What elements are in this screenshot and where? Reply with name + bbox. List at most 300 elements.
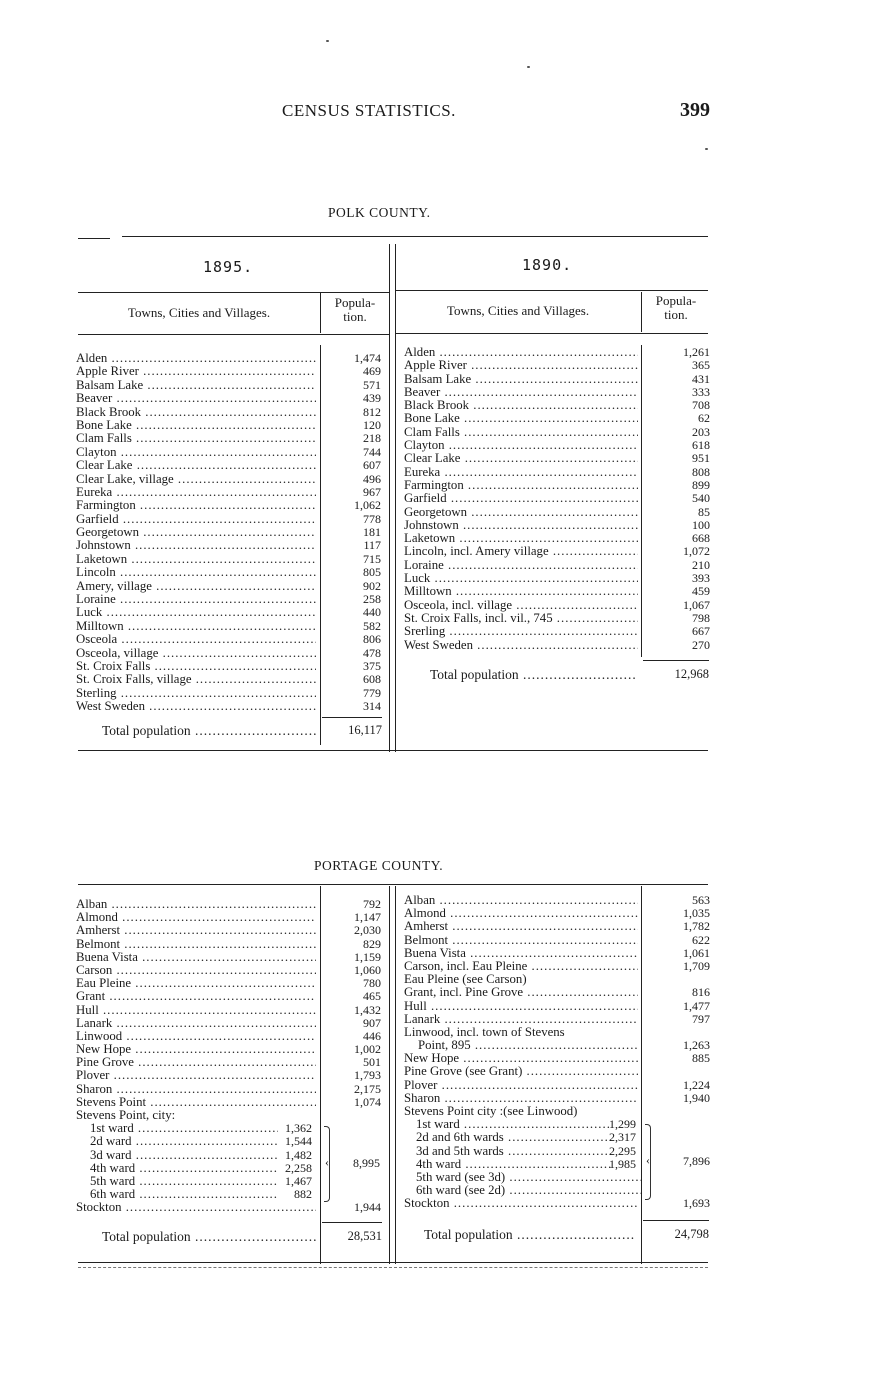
population-value: 778 bbox=[363, 511, 381, 526]
population-value: 1,693 bbox=[683, 1196, 710, 1211]
population-value: 465 bbox=[363, 989, 381, 1004]
speck bbox=[705, 148, 708, 150]
town-name: Almond ..... bbox=[404, 907, 638, 920]
town-name: Eureka ..... bbox=[76, 486, 316, 499]
town-name: Johnstown ..... bbox=[404, 519, 638, 532]
population-value: 496 bbox=[363, 471, 381, 486]
table-row bbox=[404, 373, 710, 386]
table-row bbox=[404, 1039, 710, 1052]
polk-1895-total-value: 16,117 bbox=[348, 723, 382, 737]
population-value: 967 bbox=[363, 484, 381, 499]
table-row bbox=[404, 1079, 710, 1092]
table-row bbox=[76, 352, 386, 365]
town-name: Black Brook ..... bbox=[76, 406, 316, 419]
table-row bbox=[404, 612, 710, 625]
population-value: 829 bbox=[363, 936, 381, 951]
table-row bbox=[76, 633, 386, 646]
table-row bbox=[76, 566, 386, 579]
portage-1895-total-value: 28,531 bbox=[347, 1229, 382, 1243]
table-row bbox=[404, 492, 710, 505]
population-value: 798 bbox=[692, 610, 710, 625]
table-row bbox=[76, 526, 386, 539]
population-value: 446 bbox=[363, 1028, 381, 1043]
town-name: Plover ..... bbox=[76, 1069, 316, 1082]
town-name: Clear Lake ..... bbox=[76, 459, 316, 472]
population-value: 708 bbox=[692, 398, 710, 413]
table-row bbox=[404, 572, 710, 585]
table-row bbox=[76, 898, 386, 911]
ward-row bbox=[76, 1175, 386, 1188]
rule bbox=[395, 290, 708, 291]
table-row bbox=[76, 1043, 386, 1056]
ward-name: 1st ward ..... bbox=[90, 1122, 278, 1135]
town-name: Srerling ..... bbox=[404, 625, 638, 638]
town-name: Lincoln ..... bbox=[76, 566, 316, 579]
town-name: Garfield ..... bbox=[76, 513, 316, 526]
table-row bbox=[404, 1065, 710, 1078]
population-value: 270 bbox=[692, 637, 710, 652]
ward-population: 2,317 bbox=[609, 1130, 636, 1145]
column-divider bbox=[395, 886, 396, 1264]
population-value: 618 bbox=[692, 438, 710, 453]
town-name: Almond ..... bbox=[76, 911, 316, 924]
table-row bbox=[404, 506, 710, 519]
table-row bbox=[404, 1092, 710, 1105]
town-name: Clam Falls ..... bbox=[404, 426, 638, 439]
rule bbox=[78, 1262, 708, 1263]
population-value: 622 bbox=[692, 932, 710, 947]
table-row bbox=[76, 486, 386, 499]
ward-name: 2d and 6th wards ..... bbox=[416, 1131, 612, 1144]
population-value: 2,175 bbox=[354, 1081, 381, 1096]
table-row bbox=[76, 392, 386, 405]
population-value: 899 bbox=[692, 477, 710, 492]
ward-population: 1,362 bbox=[285, 1121, 312, 1136]
running-title: CENSUS STATISTICS. bbox=[282, 101, 456, 120]
town-name: Pine Grove ..... bbox=[76, 1056, 316, 1069]
table-row bbox=[404, 973, 710, 986]
total-rule bbox=[643, 1220, 709, 1221]
population-value: 100 bbox=[692, 517, 710, 532]
population-value: 792 bbox=[363, 897, 381, 911]
table-row bbox=[404, 1026, 710, 1039]
table-row bbox=[76, 365, 386, 378]
table-row bbox=[404, 532, 710, 545]
rule bbox=[78, 292, 389, 293]
table-row bbox=[76, 606, 386, 619]
town-name: Eureka ..... bbox=[404, 466, 638, 479]
ward-population: 1,544 bbox=[285, 1134, 312, 1149]
population-value: 812 bbox=[363, 404, 381, 419]
ward-name: 4th ward ..... bbox=[90, 1162, 278, 1175]
total-rule bbox=[322, 1222, 382, 1223]
population-value: 805 bbox=[363, 565, 381, 580]
town-name: Carson, incl. Eau Pleine ..... bbox=[404, 960, 638, 973]
town-name: Balsam Lake ..... bbox=[76, 379, 316, 392]
table-row bbox=[76, 951, 386, 964]
ward-population: 1,467 bbox=[285, 1173, 312, 1188]
ward-row bbox=[404, 1184, 710, 1197]
rule bbox=[78, 1267, 708, 1268]
table-row bbox=[404, 625, 710, 638]
table-row bbox=[76, 660, 386, 673]
polk-1895-table bbox=[76, 352, 386, 714]
ward-population: 1,482 bbox=[285, 1147, 312, 1162]
table-row bbox=[76, 473, 386, 486]
table-row bbox=[404, 545, 710, 558]
table-row bbox=[404, 986, 710, 999]
town-name: Apple River ..... bbox=[404, 359, 638, 372]
table-row bbox=[404, 1013, 710, 1026]
ward-name: 6th ward (see 2d) ..... bbox=[416, 1184, 644, 1197]
ward-row bbox=[404, 1131, 710, 1144]
ward-name: 2d ward ..... bbox=[90, 1135, 278, 1148]
column-header-population-1895: Popula- tion. bbox=[334, 295, 376, 324]
ward-population: 1,299 bbox=[609, 1117, 636, 1132]
page-number: 399 bbox=[680, 99, 710, 121]
table-row bbox=[404, 585, 710, 598]
polk-1895-total-label: Total population ..... bbox=[102, 723, 316, 739]
speck bbox=[527, 66, 530, 68]
town-name: Georgetown ..... bbox=[404, 506, 638, 519]
population-value: 1,224 bbox=[683, 1077, 710, 1092]
town-name: Buena Vista ..... bbox=[404, 947, 638, 960]
ward-name: 5th ward ..... bbox=[90, 1175, 278, 1188]
table-row bbox=[76, 647, 386, 660]
table-row bbox=[76, 432, 386, 445]
ward-name: 3d and 5th wards ..... bbox=[416, 1145, 612, 1158]
population-value: 668 bbox=[692, 531, 710, 546]
polk-1890-total-label: Total population ..... bbox=[430, 667, 636, 683]
town-name: Alban ..... bbox=[404, 894, 638, 907]
table-row bbox=[404, 907, 710, 920]
population-value: 1,062 bbox=[354, 498, 381, 513]
town-name: Sharon ..... bbox=[76, 1083, 316, 1096]
speck bbox=[326, 40, 329, 42]
table-row bbox=[404, 599, 710, 612]
population-value: 608 bbox=[363, 672, 381, 687]
table-row bbox=[76, 990, 386, 1003]
column-header-population-1890: Popula- tion. bbox=[655, 293, 697, 322]
population-value: 62 bbox=[698, 411, 710, 426]
table-row bbox=[76, 539, 386, 552]
table-row bbox=[404, 894, 710, 907]
town-name: Grant ..... bbox=[76, 990, 316, 1003]
town-name: Osceola ..... bbox=[76, 633, 316, 646]
town-name: Osceola, incl. village ..... bbox=[404, 599, 638, 612]
ward-name: 4th ward ..... bbox=[416, 1158, 612, 1171]
town-name: Bone Lake ..... bbox=[404, 412, 638, 425]
population-value: 902 bbox=[363, 578, 381, 593]
rule bbox=[78, 334, 389, 335]
population-value: 951 bbox=[692, 451, 710, 466]
ward-population: 2,295 bbox=[609, 1143, 636, 1158]
table-row bbox=[404, 960, 710, 973]
town-name: Belmont ..... bbox=[76, 938, 316, 951]
population-value: 667 bbox=[692, 624, 710, 639]
table-row bbox=[76, 964, 386, 977]
town-name: Beaver ..... bbox=[404, 386, 638, 399]
town-name: Linwood ..... bbox=[76, 1030, 316, 1043]
town-name: Belmont ..... bbox=[404, 934, 638, 947]
population-value: 365 bbox=[692, 358, 710, 373]
town-name: Point, 895 ..... bbox=[418, 1039, 638, 1052]
portage-county-title: PORTAGE COUNTY. bbox=[314, 858, 444, 873]
population-value: 715 bbox=[363, 551, 381, 566]
column-divider bbox=[389, 244, 390, 752]
table-row bbox=[404, 346, 710, 359]
table-row bbox=[76, 700, 386, 713]
town-name: Georgetown ..... bbox=[76, 526, 316, 539]
population-value: 885 bbox=[692, 1051, 710, 1066]
header-divider bbox=[641, 292, 642, 332]
table-row bbox=[76, 1017, 386, 1030]
polk-1890-table bbox=[404, 346, 710, 652]
ward-row bbox=[76, 1188, 386, 1201]
ward-population: 1,985 bbox=[609, 1156, 636, 1171]
table-row bbox=[76, 459, 386, 472]
town-name: Beaver ..... bbox=[76, 392, 316, 405]
population-value: 907 bbox=[363, 1015, 381, 1030]
town-name: Eau Pleine ..... bbox=[76, 977, 316, 990]
town-name: Bone Lake ..... bbox=[76, 419, 316, 432]
town-name: Stockton ..... bbox=[76, 1201, 316, 1214]
population-value: 1,474 bbox=[354, 351, 381, 365]
population-value: 1,072 bbox=[683, 544, 710, 559]
population-value: 1,793 bbox=[354, 1068, 381, 1083]
town-name: Clear Lake ..... bbox=[404, 452, 638, 465]
table-row bbox=[404, 1000, 710, 1013]
population-value: 808 bbox=[692, 464, 710, 479]
table-row bbox=[404, 466, 710, 479]
table-row bbox=[76, 593, 386, 606]
town-name: Milltown ..... bbox=[404, 585, 638, 598]
town-name: Grant, incl. Pine Grove ..... bbox=[404, 986, 638, 999]
table-row bbox=[404, 947, 710, 960]
population-value: 218 bbox=[363, 431, 381, 446]
table-row bbox=[404, 412, 710, 425]
town-name: Amery, village ..... bbox=[76, 580, 316, 593]
population-value: 85 bbox=[698, 504, 710, 519]
town-name: Black Brook ..... bbox=[404, 399, 638, 412]
table-row bbox=[404, 1197, 710, 1210]
table-row bbox=[76, 406, 386, 419]
population-value: 1,263 bbox=[683, 1038, 710, 1053]
town-name: Clear Lake, village ..... bbox=[76, 473, 316, 486]
table-row bbox=[76, 938, 386, 951]
table-row bbox=[404, 920, 710, 933]
town-name: Farmington ..... bbox=[404, 479, 638, 492]
population-value: 1,060 bbox=[354, 962, 381, 977]
table-row bbox=[404, 934, 710, 947]
table-row bbox=[404, 426, 710, 439]
population-value: 806 bbox=[363, 632, 381, 647]
table-row bbox=[76, 1083, 386, 1096]
town-name: Garfield ..... bbox=[404, 492, 638, 505]
town-name: Alden ..... bbox=[404, 346, 638, 359]
ward-row bbox=[76, 1122, 386, 1135]
town-name: Sterling ..... bbox=[76, 687, 316, 700]
town-name: Lanark ..... bbox=[76, 1017, 316, 1030]
ward-name: 3d ward ..... bbox=[90, 1149, 278, 1162]
rule bbox=[395, 333, 708, 334]
population-value: 607 bbox=[363, 458, 381, 473]
town-name: Laketown ..... bbox=[404, 532, 638, 545]
town-name: Stevens Point city :(see Linwood) bbox=[404, 1105, 578, 1118]
population-value: 1,074 bbox=[354, 1094, 381, 1109]
town-name: Sharon ..... bbox=[404, 1092, 638, 1105]
ward-population: 882 bbox=[294, 1187, 312, 1202]
polk-1890-total-value: 12,968 bbox=[674, 667, 709, 681]
town-name: Laketown ..... bbox=[76, 553, 316, 566]
ward-population: 2,258 bbox=[285, 1160, 312, 1175]
table-row bbox=[76, 580, 386, 593]
column-header-towns-1895: Towns, Cities and Villages. bbox=[127, 305, 271, 320]
town-name: Plover ..... bbox=[404, 1079, 638, 1092]
population-value: 797 bbox=[692, 1011, 710, 1026]
population-value: 1,432 bbox=[354, 1002, 381, 1017]
portage-1895-total-label: Total population ..... bbox=[102, 1229, 316, 1245]
table-row bbox=[76, 911, 386, 924]
portage-1890-total-label: Total population ..... bbox=[424, 1227, 636, 1243]
portage-1895-city-total: 8,995 bbox=[353, 1156, 380, 1170]
town-name: Osceola, village ..... bbox=[76, 647, 316, 660]
town-name: West Sweden ..... bbox=[76, 700, 316, 713]
population-value: 1,159 bbox=[354, 949, 381, 964]
population-value: 393 bbox=[692, 571, 710, 586]
town-name: Amherst ..... bbox=[76, 924, 316, 937]
town-name: Johnstown ..... bbox=[76, 539, 316, 552]
population-value: 1,709 bbox=[683, 958, 710, 973]
table-row bbox=[76, 673, 386, 686]
table-row bbox=[76, 1004, 386, 1017]
town-name: New Hope ..... bbox=[76, 1043, 316, 1056]
town-name: Balsam Lake ..... bbox=[404, 373, 638, 386]
population-value: 1,002 bbox=[354, 1042, 381, 1057]
column-divider bbox=[389, 886, 390, 1264]
population-value: 501 bbox=[363, 1055, 381, 1070]
town-name: Luck ..... bbox=[76, 606, 316, 619]
ward-name: 1st ward ..... bbox=[416, 1118, 612, 1131]
town-name: Amherst ..... bbox=[404, 920, 638, 933]
population-value: 440 bbox=[363, 605, 381, 620]
town-name: Lincoln, incl. Amery village ..... bbox=[404, 545, 638, 558]
town-name: Carson ..... bbox=[76, 964, 316, 977]
table-row bbox=[404, 1052, 710, 1065]
town-name: Linwood, incl. town of Stevens bbox=[404, 1025, 565, 1039]
town-name: Stockton ..... bbox=[404, 1197, 638, 1210]
town-name: St. Croix Falls, incl. vil., 745 ..... bbox=[404, 612, 638, 625]
table-row bbox=[404, 452, 710, 465]
table-row bbox=[76, 924, 386, 937]
table-row bbox=[404, 519, 710, 532]
table-row bbox=[76, 1056, 386, 1069]
header-divider bbox=[320, 293, 321, 333]
population-value: 1,477 bbox=[683, 998, 710, 1013]
town-name: Lanark ..... bbox=[404, 1013, 638, 1026]
town-name: Loraine ..... bbox=[404, 559, 638, 572]
town-name: Buena Vista ..... bbox=[76, 951, 316, 964]
population-value: 779 bbox=[363, 685, 381, 700]
table-row bbox=[76, 553, 386, 566]
town-name: Hull ..... bbox=[404, 1000, 638, 1013]
town-name: New Hope ..... bbox=[404, 1052, 638, 1065]
population-value: 1,147 bbox=[354, 910, 381, 925]
population-value: 314 bbox=[363, 699, 381, 714]
table-row bbox=[76, 446, 386, 459]
rule bbox=[78, 238, 110, 239]
brace-point: ‹ bbox=[646, 1153, 650, 1167]
table-row bbox=[76, 620, 386, 633]
population-value: 469 bbox=[363, 364, 381, 379]
town-name: Clayton ..... bbox=[76, 446, 316, 459]
ward-row bbox=[404, 1118, 710, 1131]
population-value: 203 bbox=[692, 424, 710, 439]
population-value: 120 bbox=[363, 417, 381, 432]
population-value: 459 bbox=[692, 584, 710, 599]
town-name: Farmington ..... bbox=[76, 499, 316, 512]
table-row bbox=[76, 1109, 386, 1122]
population-value: 540 bbox=[692, 491, 710, 506]
population-value: 1,035 bbox=[683, 906, 710, 921]
population-value: 582 bbox=[363, 618, 381, 633]
rule bbox=[122, 236, 708, 237]
table-row bbox=[76, 379, 386, 392]
table-row bbox=[76, 513, 386, 526]
table-row bbox=[76, 687, 386, 700]
population-value: 375 bbox=[363, 658, 381, 673]
table-row bbox=[404, 479, 710, 492]
year-1890-heading: 1890. bbox=[522, 256, 573, 274]
brace-point: ‹ bbox=[325, 1155, 329, 1169]
column-divider bbox=[395, 244, 396, 752]
population-value: 563 bbox=[692, 893, 710, 907]
rule bbox=[78, 884, 708, 885]
population-value: 780 bbox=[363, 976, 381, 991]
population-value: 478 bbox=[363, 645, 381, 660]
table-row bbox=[404, 1105, 710, 1118]
rule bbox=[78, 750, 708, 751]
portage-1890-total-value: 24,798 bbox=[674, 1227, 709, 1241]
table-row bbox=[76, 1096, 386, 1109]
town-name: Clayton ..... bbox=[404, 439, 638, 452]
table-row bbox=[76, 1069, 386, 1082]
town-name: Apple River ..... bbox=[76, 365, 316, 378]
population-value: 1,061 bbox=[683, 945, 710, 960]
population-value: 1,261 bbox=[683, 345, 710, 359]
town-name: Pine Grove (see Grant) ..... bbox=[404, 1065, 638, 1078]
ward-row bbox=[76, 1135, 386, 1148]
population-value: 210 bbox=[692, 557, 710, 572]
population-value: 816 bbox=[692, 985, 710, 1000]
town-name: Stevens Point, city: bbox=[76, 1109, 176, 1122]
table-row bbox=[404, 386, 710, 399]
population-value: 1,944 bbox=[354, 1200, 381, 1215]
town-name: Clam Falls ..... bbox=[76, 432, 316, 445]
portage-1890-city-total: 7,896 bbox=[683, 1154, 710, 1168]
population-value: 1,067 bbox=[683, 597, 710, 612]
population-value: 181 bbox=[363, 525, 381, 540]
table-row bbox=[404, 399, 710, 412]
total-rule bbox=[643, 660, 709, 661]
population-value: 333 bbox=[692, 384, 710, 399]
table-row bbox=[404, 359, 710, 372]
ward-name: 6th ward ..... bbox=[90, 1188, 278, 1201]
table-row bbox=[76, 419, 386, 432]
ward-name: 5th ward (see 3d) ..... bbox=[416, 1171, 644, 1184]
population-value: 258 bbox=[363, 592, 381, 607]
population-value: 439 bbox=[363, 391, 381, 406]
